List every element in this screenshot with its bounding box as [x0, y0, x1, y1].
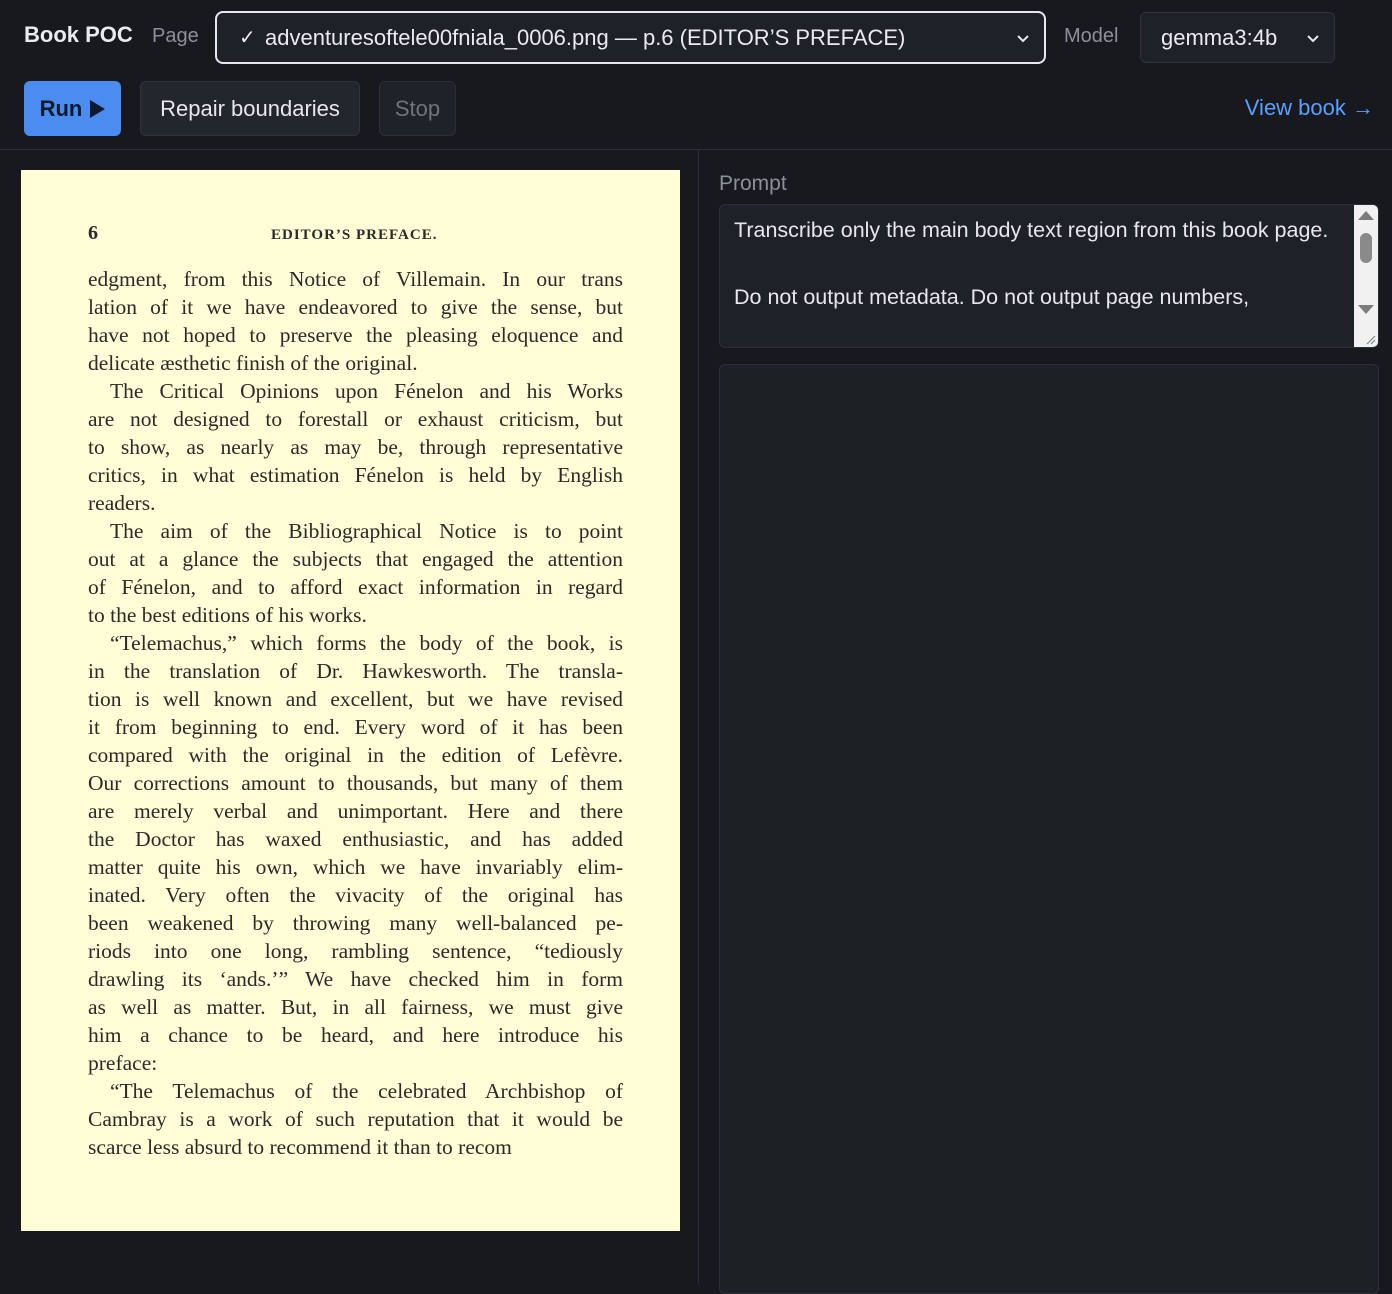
page-text-line: compared with the original in the edition of Lefèvre. [88, 743, 623, 767]
page-text-line: are merely verbal and unimportant. Here and there [88, 799, 623, 823]
top-toolbar [0, 0, 1392, 150]
page-text-line: “The Telemachus of the celebrated Archbishop of [110, 1079, 623, 1103]
page-label: Page [152, 25, 199, 47]
prompt-scrollbar[interactable] [1354, 205, 1378, 347]
page-text-line: been weakened by throwing many well-balanced pe- [88, 911, 623, 935]
play-icon [90, 100, 105, 118]
prompt-textarea[interactable] [719, 204, 1379, 348]
check-icon: ✓ [239, 27, 256, 49]
model-select[interactable] [1140, 12, 1335, 63]
prompt-text [734, 213, 1344, 347]
page-text-line: Cambray is a work of such reputation that it would be [88, 1107, 623, 1131]
page-text-line: are not designed to forestall or exhaust criticism, but [88, 407, 623, 431]
output-panel [719, 364, 1379, 1294]
stop-button[interactable]: Stop [379, 81, 456, 136]
page-text-line: “Telemachus,” which forms the body of the book, is [110, 631, 623, 655]
page-text-line: of Fénelon, and to afford exact information in regard [88, 575, 623, 599]
model-label: Model [1064, 25, 1119, 47]
page-text-line: lation of it we have endeavored to give the sense, but [88, 295, 623, 319]
page-text-line: readers. [88, 491, 156, 515]
prompt-paragraph: Do not output metadata. Do not output page numbers, [734, 285, 1250, 309]
page-text-line: The Critical Opinions upon Fénelon and his Works [110, 379, 623, 403]
page-select[interactable] [215, 11, 1046, 64]
page-text-line: preface: [88, 1051, 158, 1075]
prompt-paragraph: Transcribe only the main body text region from this book page. [734, 218, 1329, 242]
page-number: 6 [88, 222, 98, 244]
page-text-line: to show, as nearly as may be, through representative [88, 435, 623, 459]
page-text-line: as well as matter. But, in all fairness, we must give [88, 995, 623, 1019]
page-text-line: riods into one long, rambling sentence, “tediously [88, 939, 623, 963]
page-text-line: have not hoped to preserve the pleasing eloquence and [88, 323, 623, 347]
page-text-line: in the translation of Dr. Hawkesworth. The transla- [88, 659, 623, 683]
resize-grip-icon[interactable] [1364, 333, 1376, 345]
page-text-line: to the best editions of his works. [88, 603, 367, 627]
chevron-down-icon [1014, 29, 1032, 47]
running-head: EDITOR’S PREFACE. [271, 227, 438, 243]
prompt-label: Prompt [719, 172, 787, 195]
page-text-line: delicate æsthetic finish of the original. [88, 351, 418, 375]
page-text-line: critics, in what estimation Fénelon is held by English [88, 463, 623, 487]
page-text-line: scarce less absurd to recommend it than to recom [88, 1135, 512, 1159]
repair-boundaries-button[interactable]: Repair boundaries [140, 81, 360, 136]
run-button[interactable] [24, 81, 121, 136]
model-select-value: gemma3:4b [1161, 24, 1278, 50]
book-page-image [21, 170, 680, 1231]
page-text-line: the Doctor has waxed enthusiastic, and has added [88, 827, 623, 851]
page-select-value: adventuresoftele00fniala_0006.png — p.6 (EDITOR’S PREFACE) [265, 24, 906, 50]
page-text-line: tion is well known and excellent, but we have revised [88, 687, 623, 711]
page-text-line: inated. Very often the vivacity of the original has [88, 883, 623, 907]
page-text-line: Our corrections amount to thousands, but many of them [88, 771, 623, 795]
page-text-line: him a chance to be heard, and here introduce his [88, 1023, 623, 1047]
scroll-down-arrow-icon[interactable] [1358, 305, 1374, 314]
chevron-down-icon [1304, 29, 1322, 47]
run-button-label: Run [39, 95, 83, 121]
page-body-text [88, 265, 623, 1161]
scroll-up-arrow-icon[interactable] [1358, 211, 1374, 220]
page-text-line: The aim of the Bibliographical Notice is to point [110, 519, 623, 543]
page-text-line: out at a glance the subjects that engaged the attention [88, 547, 623, 571]
view-book-link[interactable]: View book → [1244, 95, 1374, 120]
app-title: Book POC [24, 22, 133, 47]
page-text-line: it from beginning to end. Every word of it has been [88, 715, 623, 739]
page-text-line: drawling its ‘ands.’” We have checked him in form [88, 967, 623, 991]
scrollbar-thumb[interactable] [1360, 233, 1372, 263]
page-text-line: matter quite his own, which we have invariably elim- [88, 855, 623, 879]
page-text-line: edgment, from this Notice of Villemain. In our trans [88, 267, 623, 291]
